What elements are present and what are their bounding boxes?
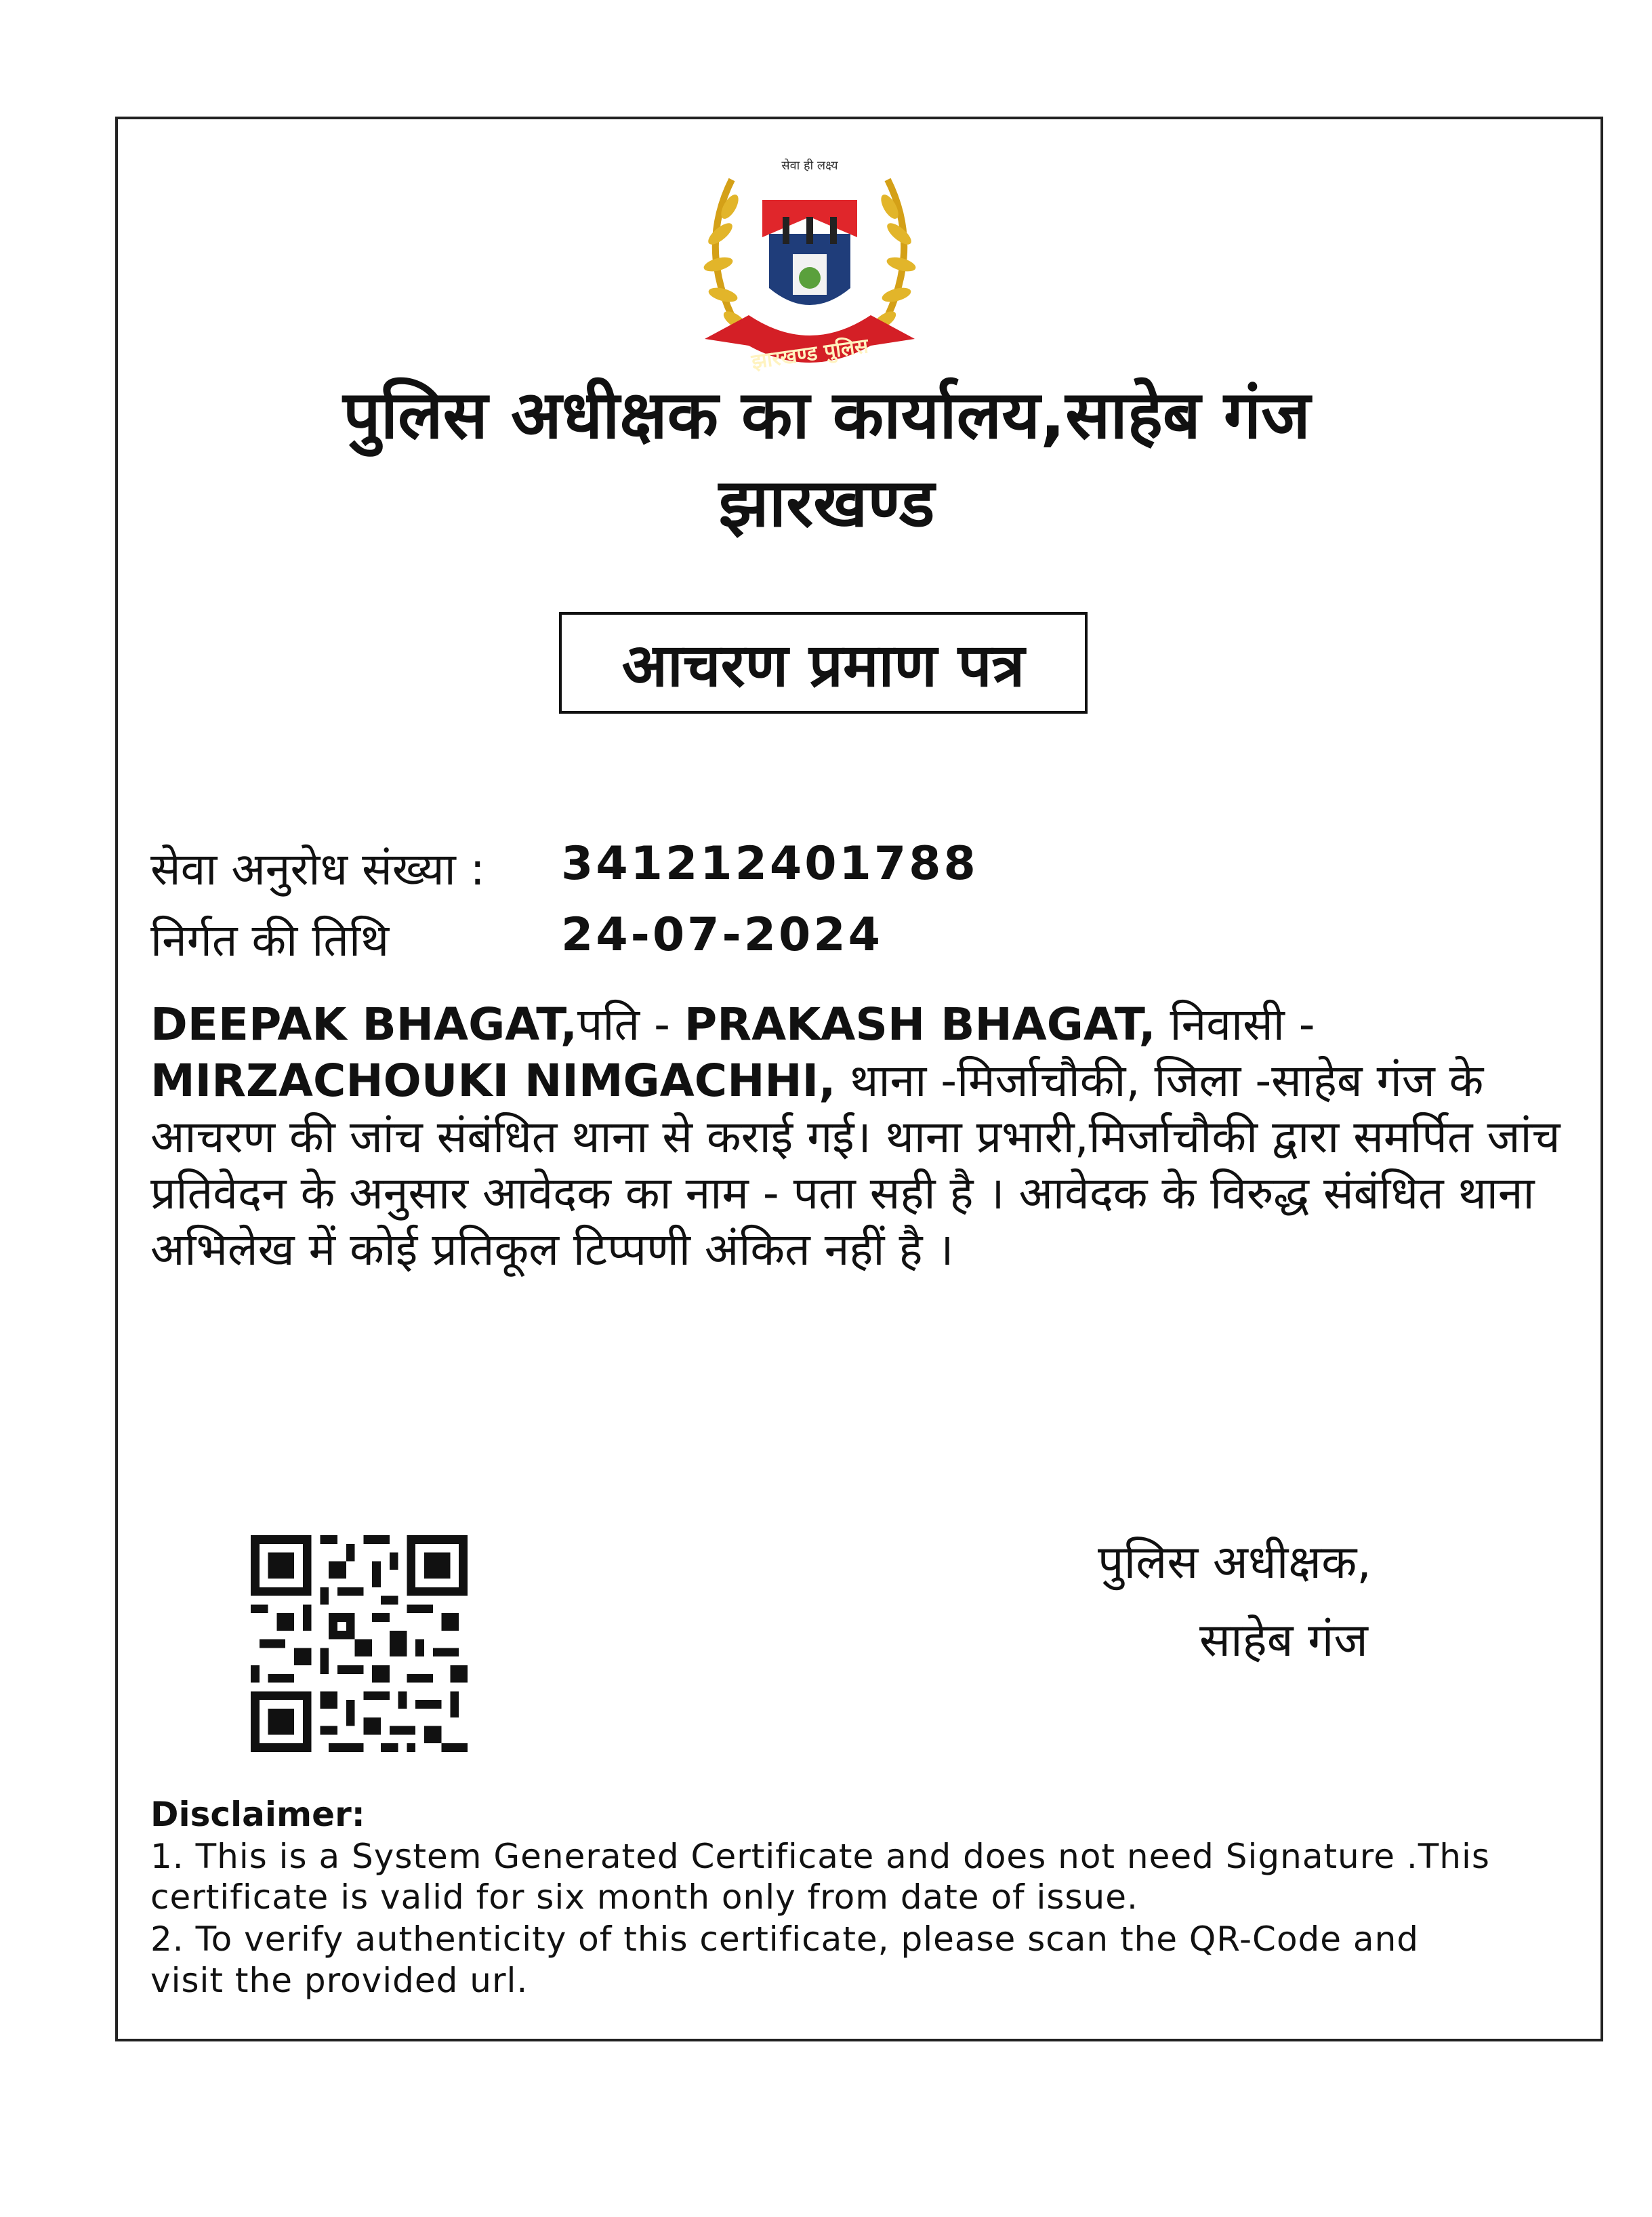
office-title-line2: झारखण्ड	[718, 465, 935, 542]
office-title-line1: पुलिस अधीक्षक का कार्यालय,साहेब गंज	[343, 377, 1310, 454]
signatory-designation: पुलिस अधीक्षक,	[1098, 1536, 1371, 1589]
emblem-top-text: सेवा ही लक्ष्य	[781, 159, 838, 173]
issue-date-label: निर्गत की तिथि	[150, 914, 390, 967]
applicant-name: DEEPAK BHAGAT,	[150, 998, 577, 1051]
emblem-ribbon-text: झारखण्ड पुलिस	[749, 334, 870, 374]
applicant-address: MIRZACHOUKI NIMGACHHI,	[150, 1055, 836, 1107]
disclaimer-title: Disclaimer:	[150, 1795, 365, 1834]
body-statement: थाना -मिर्जाचौकी, जिला -साहेब गंज के आचरण की जांच संबंधित थाना से कराई गई। थाना प्रभारी,मिर्जाचौकी द्वारा समर्पित जांच प्रतिवेदन के अनुसार आवेदक का नाम - पता सही है । आवेदक के विरुद्ध संबंधित थाना अभिलेख में कोई प्रतिकूल टिप्पणी अंकित नहीं है ।	[150, 1055, 1561, 1276]
disclaimer-line: certificate is valid for six month only from date of issue.	[150, 1877, 1138, 1917]
issue-date-value: 24-07-2024	[561, 908, 883, 962]
husband-name: PRAKASH BHAGAT,	[684, 998, 1156, 1051]
husband-label: पति -	[577, 998, 684, 1051]
qr-code-icon[interactable]	[251, 1535, 468, 1752]
certificate-body	[150, 996, 1567, 1278]
request-number-value: 341212401788	[561, 837, 978, 891]
request-number-label: सेवा अनुरोध संख्या :	[150, 843, 485, 895]
disclaimer-line: 1. This is a System Generated Certificate and does not need Signature .This	[150, 1837, 1490, 1876]
disclaimer-line: visit the provided url.	[150, 1961, 529, 2000]
disclaimer-line: 2. To verify authenticity of this certificate, please scan the QR-Code and	[150, 1919, 1419, 1959]
signatory-place: साहेब गंज	[1199, 1614, 1368, 1667]
certificate-title: आचरण प्रमाण पत्र	[559, 612, 1088, 714]
resident-label: निवासी -	[1155, 998, 1315, 1051]
